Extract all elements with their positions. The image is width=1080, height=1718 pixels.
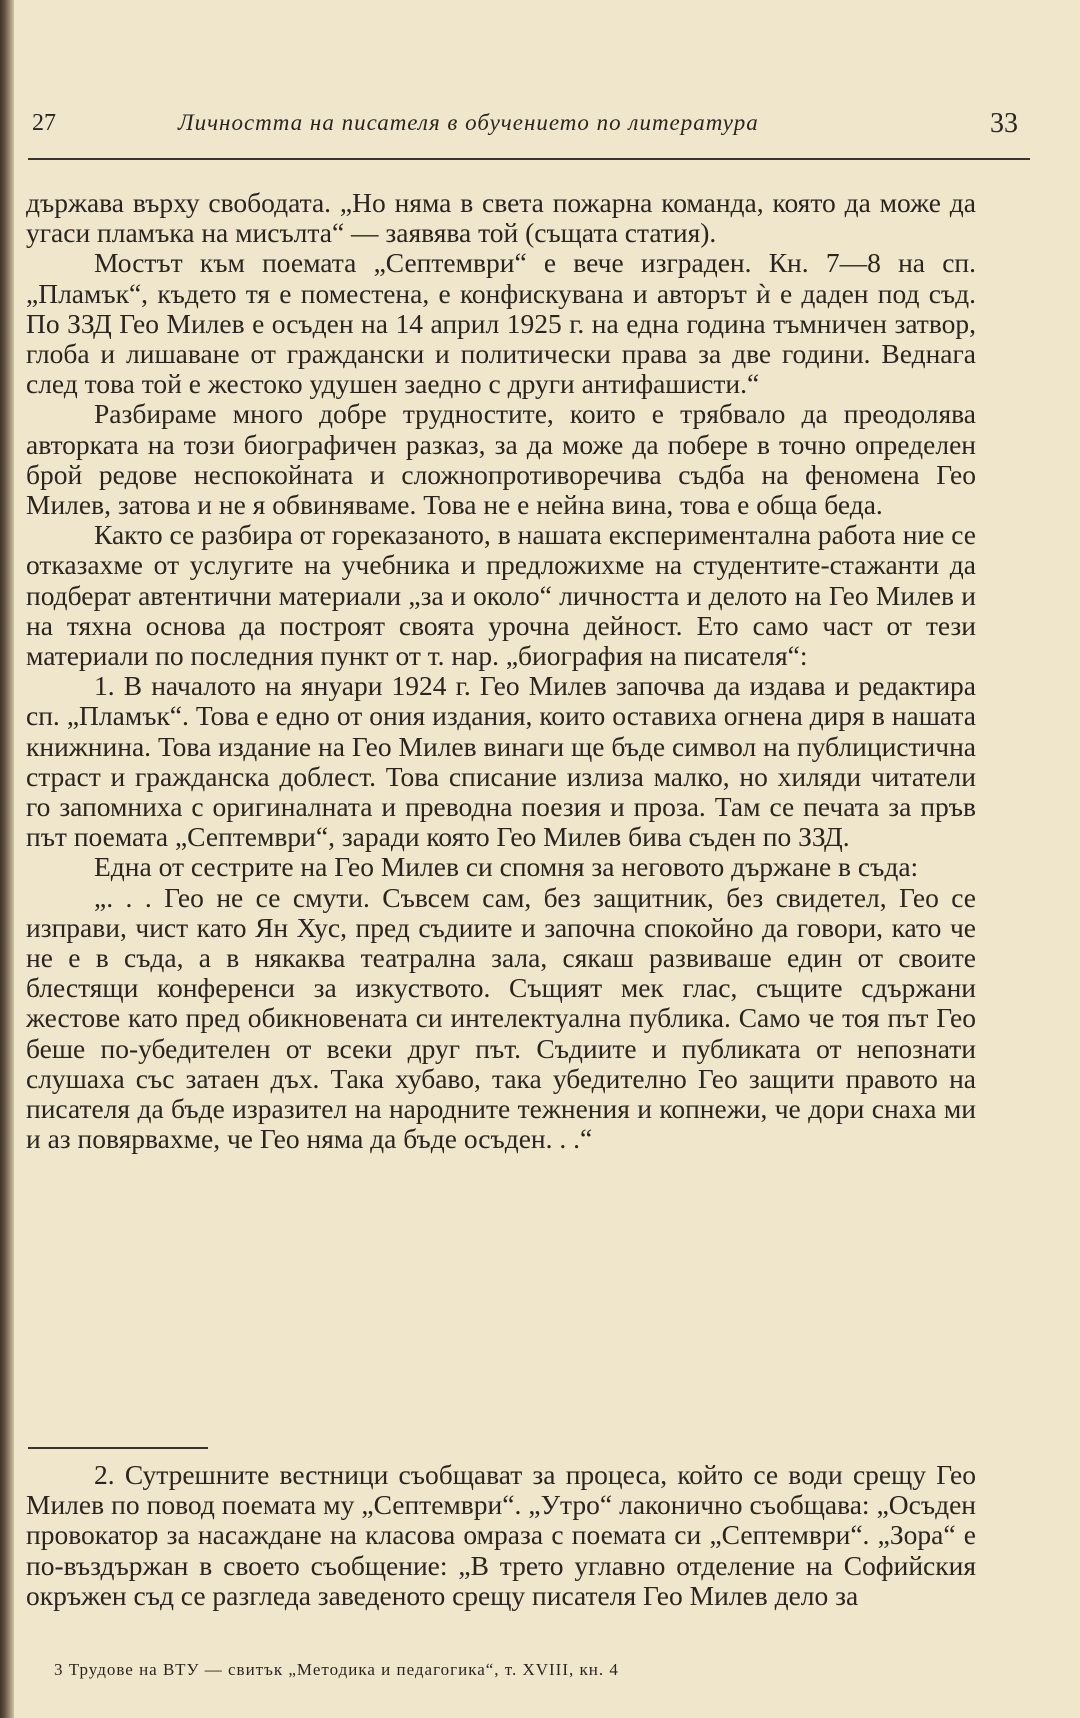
paragraph-2: Мостът към поемата „Септември“ е вече изграден. Кн. 7—8 на сп. „Пламък“, където тя е поместена, е конфискувана и авторът ѝ е даден под съд. По ЗЗД Гео Милев е осъден на 14 април 1925 г. на една година тъмничен затвор, глоба и лишаване от граждански и политически права за две години. Веднага след това той е жестоко удушен заедно с други антифашисти.“ [26,247,976,400]
paragraph-3: Разбираме много добре трудностите, които е трябвало да преодолява авторката на този биографичен разказ, за да може да побере в точно определен брой редове неспокойната и сложнопротиворечива съдба на феномена Гео Милев, затова и не я обвиняваме. Това не е нейна вина, това е обща беда. [26,398,976,521]
paragraph-7: 2. Сутрешните вестници съобщават за процеса, който се води срещу Гео Милев по повод поемата му „Септември“. „Утро“ лаконично съобщава: „Осъден провокатор за насаждане на класова омраза с поемата си „Септември“. „Зора“ е по-въздържан в своето съобщение: „В трето углавно отделение на Софийския окръжен съд се разгледа заведеното срещу писателя Гео Милев дело за [26,1459,976,1611]
signature-line [54,1660,619,1680]
header-rule [28,158,1030,160]
paragraph-4: Както се разбира от гореказаното, в нашата експериментална работа ние се отказахме от услугите на учебника и предложихме на студентите-стажанти да подберат автентични материали „за и около“ личността и делото на Гео Милев и на тяхна основа да построят своята урочна дейност. Ето само част от тези материали по последния пункт от т. нар. „биография на писателя“: [26,519,976,672]
signature-text: 3 Трудове на ВТУ — свитък „Методика и педагогика“, т. XVIII, кн. 4 [54,1660,619,1679]
section-rule [28,1447,208,1449]
book-spine-shadow [0,0,14,1718]
paragraph-5: 1. В началото на януари 1924 г. Гео Милев започва да издава и редактира сп. „Пламък“. Това е едно от ония издания, които оставиха огнена диря в нашата книжнина. Това издание на Гео Милев винаги ще бъде символ на публицистична страст и гражданска доблест. Това списание излиза малко, но хиляди читатели го запомниха с оригиналната и преводна поезия и проза. Там се печата за пръв път поемата „Септември“, заради която Гео Милев бива съден по ЗЗД. [26,670,976,853]
page-number-right: 33 [990,108,1018,139]
page-number-left: 27 [32,110,56,136]
running-title: Личността на писателя в обучението по литература [178,110,759,135]
body-text-continued [26,1460,976,1611]
paragraph-1: държава върху свободата. „Но няма в света пожарна команда, която да може да угаси пламъка на мисълта“ — заявява той (същата статия). [26,187,976,249]
running-header [28,108,1018,148]
paragraph-6: Една от сестрите на Гео Милев си спомня за неговото държане в съда: [94,851,919,883]
body-text [26,188,976,1155]
quotation: „. . . Гео не се смути. Съвсем сам, без защитник, без свидетел, Гео се изправи, чист като Ян Хус, пред съдиите и започна спокойно да говори, като че не е в съда, а в някаква театрална зала, сякаш развиваше един от своите блестящи конференси за изкуството. Същият мек глас, същите сдържани жестове като пред обикновената си интелектуална публика. Само че тоя път Гео беше по-убедителен от всеки друг път. Съдиите и публиката от непознати слушаха със затаен дъх. Така хубаво, така убедително Гео защити правото на писателя да бъде изразител на народните тежнения и копнежи, че дори снаха ми и аз повярвахме, че Гео няма да бъде осъден. . .“ [26,881,976,1155]
